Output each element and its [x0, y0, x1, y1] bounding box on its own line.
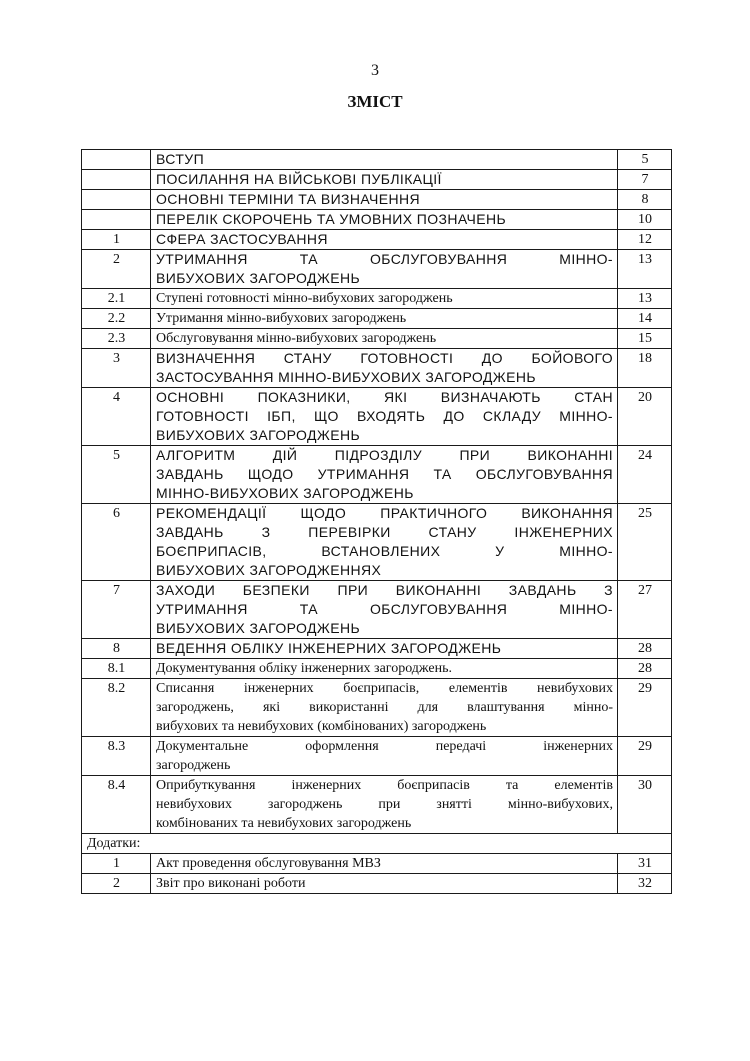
toc-title-line: Утримання мінно-вибухових загороджень	[156, 311, 407, 326]
toc-title-line: ЗАХОДИ БЕЗПЕКИ ПРИ ВИКОНАННІ ЗАВДАНЬ З	[156, 582, 613, 598]
toc-row	[82, 504, 672, 581]
toc-title-line: Документування обліку інженерних загороджень.	[156, 661, 452, 676]
toc-section-title	[151, 190, 618, 210]
toc-row	[82, 250, 672, 289]
toc-title-line: загороджень, які використанні для влаштування мінно-	[156, 700, 613, 715]
toc-title-line: ПОСИЛАННЯ НА ВІЙСЬКОВІ ПУБЛІКАЦІЇ	[156, 171, 442, 187]
toc-title-line: Документальне оформлення передачі інженерних	[156, 739, 613, 754]
appendix-title: Акт проведення обслуговування МВЗ	[151, 854, 618, 874]
toc-title-line: ГОТОВНОСТІ ІБП, ЩО ВХОДЯТЬ ДО СКЛАДУ МІННО-	[156, 408, 613, 424]
toc-section-title	[151, 230, 618, 250]
toc-page-number: 15	[618, 329, 672, 349]
toc-title-line: СФЕРА ЗАСТОСУВАННЯ	[156, 231, 328, 247]
toc-page-number: 28	[618, 659, 672, 679]
toc-page-number: 20	[618, 388, 672, 446]
toc-body	[82, 150, 672, 894]
toc-title-line: ВСТУП	[156, 151, 205, 167]
toc-section-number	[82, 170, 151, 190]
appendix-number: 2	[82, 874, 151, 894]
toc-section-title	[151, 289, 618, 309]
toc-section-number	[82, 210, 151, 230]
toc-page-number: 24	[618, 446, 672, 504]
toc-section-number: 1	[82, 230, 151, 250]
toc-page-number: 13	[618, 289, 672, 309]
toc-section-number: 2.1	[82, 289, 151, 309]
toc-section-title	[151, 581, 618, 639]
toc-section-number: 5	[82, 446, 151, 504]
toc-page-number: 13	[618, 250, 672, 289]
toc-row	[82, 170, 672, 190]
toc-row	[82, 659, 672, 679]
toc-section-number: 8	[82, 639, 151, 659]
toc-title-line: ЗАВДАНЬ ЩОДО УТРИМАННЯ ТА ОБСЛУГОВУВАННЯ	[156, 466, 613, 482]
toc-page-number: 8	[618, 190, 672, 210]
appendix-row	[82, 854, 672, 874]
page-title: ЗМІСТ	[347, 92, 403, 111]
toc-row	[82, 190, 672, 210]
toc-row	[82, 776, 672, 834]
toc-section-title	[151, 309, 618, 329]
toc-page-number: 14	[618, 309, 672, 329]
toc-title-line: ВИБУХОВИХ ЗАГОРОДЖЕНЬ	[156, 270, 361, 286]
toc-section-number: 6	[82, 504, 151, 581]
toc-section-number: 8.2	[82, 679, 151, 737]
appendix-row	[82, 874, 672, 894]
toc-row	[82, 309, 672, 329]
toc-row	[82, 679, 672, 737]
toc-section-title	[151, 679, 618, 737]
toc-section-number: 2	[82, 250, 151, 289]
toc-section-number: 8.1	[82, 659, 151, 679]
toc-row	[82, 446, 672, 504]
toc-row	[82, 210, 672, 230]
toc-title-line: АЛГОРИТМ ДІЙ ПІДРОЗДІЛУ ПРИ ВИКОНАННІ	[156, 447, 613, 463]
toc-section-title	[151, 329, 618, 349]
toc-section-title	[151, 150, 618, 170]
toc-section-title	[151, 250, 618, 289]
appendix-header-row	[82, 834, 672, 854]
toc-title-line: УТРИМАННЯ ТА ОБСЛУГОВУВАННЯ МІННО-	[156, 601, 613, 617]
toc-title-line: ЗАСТОСУВАННЯ МІННО-ВИБУХОВИХ ЗАГОРОДЖЕНЬ	[156, 369, 536, 385]
toc-section-number: 7	[82, 581, 151, 639]
toc-section-number: 3	[82, 349, 151, 388]
toc-row	[82, 581, 672, 639]
appendix-page-number: 31	[618, 854, 672, 874]
toc-section-title	[151, 504, 618, 581]
toc-row	[82, 289, 672, 309]
toc-section-title	[151, 349, 618, 388]
toc-row	[82, 230, 672, 250]
toc-section-number: 2.3	[82, 329, 151, 349]
toc-title-line: комбінованих та невибухових загороджень	[156, 816, 412, 831]
toc-section-title	[151, 659, 618, 679]
toc-section-title	[151, 170, 618, 190]
toc-section-number: 8.4	[82, 776, 151, 834]
toc-title-line: УТРИМАННЯ ТА ОБСЛУГОВУВАННЯ МІННО-	[156, 251, 613, 267]
toc-page-number: 18	[618, 349, 672, 388]
toc-page-number: 30	[618, 776, 672, 834]
toc-title-line: ОСНОВНІ ПОКАЗНИКИ, ЯКІ ВИЗНАЧАЮТЬ СТАН	[156, 389, 613, 405]
appendix-number: 1	[82, 854, 151, 874]
toc-section-number: 8.3	[82, 737, 151, 776]
toc-title-line: ВИБУХОВИХ ЗАГОРОДЖЕНЬ	[156, 620, 361, 636]
toc-title-line: ОСНОВНІ ТЕРМІНИ ТА ВИЗНАЧЕННЯ	[156, 191, 421, 207]
toc-row	[82, 737, 672, 776]
toc-section-title	[151, 737, 618, 776]
toc-title-line: РЕКОМЕНДАЦІЇ ЩОДО ПРАКТИЧНОГО ВИКОНАННЯ	[156, 505, 613, 521]
toc-title-line: невибухових загороджень при знятті мінно-вибухових,	[156, 797, 613, 812]
page-number: 3	[371, 62, 379, 79]
toc-title-line: ВИБУХОВИХ ЗАГОРОДЖЕННЯХ	[156, 562, 382, 578]
toc-section-title	[151, 446, 618, 504]
toc-row	[82, 388, 672, 446]
toc-title-line: ЗАВДАНЬ З ПЕРЕВІРКИ СТАНУ ІНЖЕНЕРНИХ	[156, 524, 613, 540]
appendix-title: Звіт про виконані роботи	[151, 874, 618, 894]
toc-section-number	[82, 190, 151, 210]
toc-page-number: 25	[618, 504, 672, 581]
toc-title-line: ВЕДЕННЯ ОБЛІКУ ІНЖЕНЕРНИХ ЗАГОРОДЖЕНЬ	[156, 640, 502, 656]
toc-page-number: 12	[618, 230, 672, 250]
appendix-label: Додатки:	[82, 834, 672, 854]
toc-page-number: 10	[618, 210, 672, 230]
toc-section-title	[151, 210, 618, 230]
table-of-contents	[81, 149, 672, 894]
toc-section-title	[151, 776, 618, 834]
toc-section-title	[151, 639, 618, 659]
toc-page-number: 27	[618, 581, 672, 639]
toc-row	[82, 349, 672, 388]
toc-section-number: 2.2	[82, 309, 151, 329]
toc-page-number: 28	[618, 639, 672, 659]
toc-page-number: 5	[618, 150, 672, 170]
toc-title-line: Ступені готовності мінно-вибухових загороджень	[156, 291, 453, 306]
toc-title-line: МІННО-ВИБУХОВИХ ЗАГОРОДЖЕНЬ	[156, 485, 414, 501]
toc-title-line: Списання інженерних боєприпасів, елементів невибухових	[156, 681, 613, 696]
toc-page-number: 29	[618, 679, 672, 737]
toc-title-line: ПЕРЕЛІК СКОРОЧЕНЬ ТА УМОВНИХ ПОЗНАЧЕНЬ	[156, 211, 507, 227]
toc-section-title	[151, 388, 618, 446]
toc-title-line: ВИЗНАЧЕННЯ СТАНУ ГОТОВНОСТІ ДО БОЙОВОГО	[156, 350, 613, 366]
toc-row	[82, 150, 672, 170]
toc-row	[82, 329, 672, 349]
toc-title-line: ВИБУХОВИХ ЗАГОРОДЖЕНЬ	[156, 427, 361, 443]
toc-title-line: вибухових та невибухових (комбінованих) загороджень	[156, 719, 487, 734]
toc-title-line: загороджень	[156, 758, 231, 773]
toc-title-line: Обслуговування мінно-вибухових загороджень	[156, 331, 437, 346]
appendix-page-number: 32	[618, 874, 672, 894]
toc-title-line: Оприбуткування інженерних боєприпасів та елементів	[156, 778, 613, 793]
toc-section-number: 4	[82, 388, 151, 446]
toc-section-number	[82, 150, 151, 170]
toc-row	[82, 639, 672, 659]
toc-page-number: 29	[618, 737, 672, 776]
toc-page-number: 7	[618, 170, 672, 190]
toc-title-line: БОЄПРИПАСІВ, ВСТАНОВЛЕНИХ У МІННО-	[156, 543, 613, 559]
